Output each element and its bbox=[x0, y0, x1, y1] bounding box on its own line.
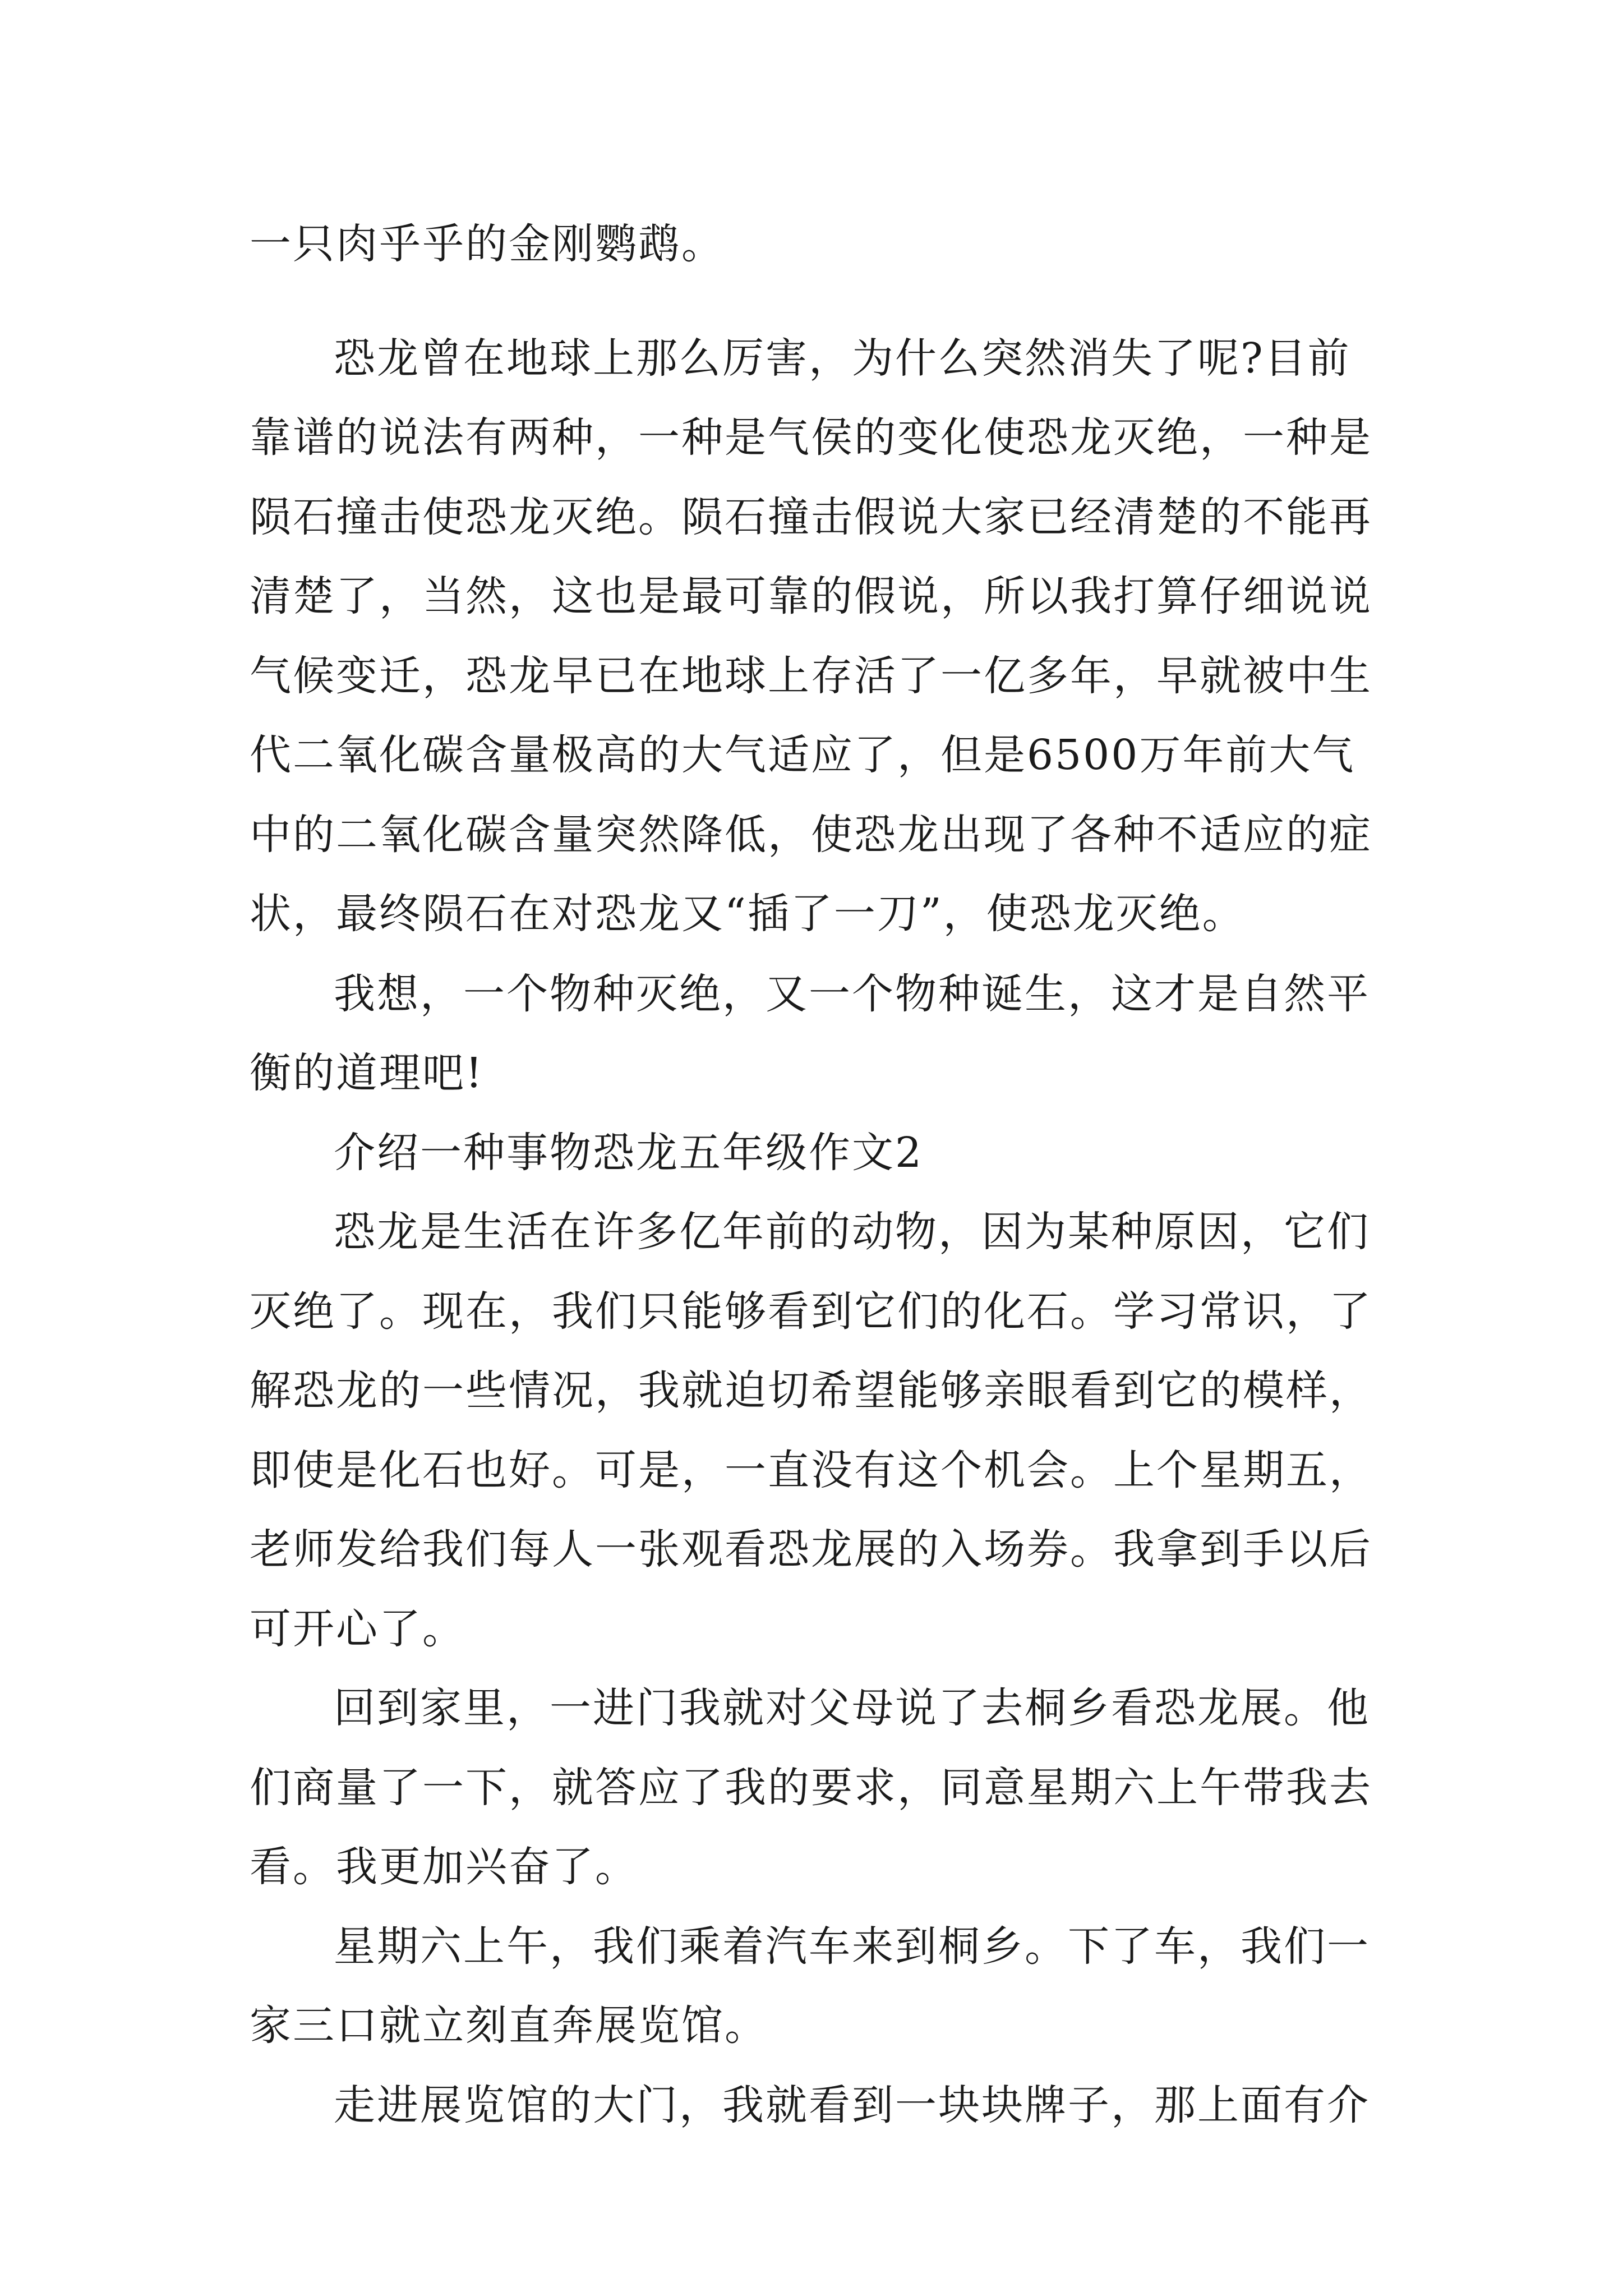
text-line: 靠谱的说法有两种，一种是气侯的变化使恐龙灭绝，一种是 bbox=[250, 413, 1372, 462]
text-line: 们商量了一下，就答应了我的要求，同意星期六上午带我去 bbox=[250, 1764, 1372, 1812]
paragraph-first-line: 我想，一个物种灭绝，又一个物种诞生，这才是自然平 bbox=[334, 970, 1370, 1018]
section-heading: 介绍一种事物恐龙五年级作文2 bbox=[334, 1129, 924, 1177]
text-line: 可开心了。 bbox=[250, 1605, 465, 1653]
paragraph-first-line: 恐龙曾在地球上那么厉害，为什么突然消失了呢?目前 bbox=[334, 334, 1351, 383]
text-line: 气候变迁，恐龙早已在地球上存活了一亿多年，早就被中生 bbox=[250, 652, 1372, 700]
text-line: 清楚了，当然，这也是最可靠的假说，所以我打算仔细说说 bbox=[250, 572, 1372, 620]
text-line: 即使是化石也好。可是，一直没有这个机会。上个星期五， bbox=[250, 1446, 1372, 1494]
text-line: 看。我更加兴奋了。 bbox=[250, 1843, 638, 1891]
text-line: 状，最终陨石在对恐龙又“插了一刀”，使恐龙灭绝。 bbox=[250, 890, 1246, 938]
paragraph-first-line: 星期六上午，我们乘着汽车来到桐乡。下了车，我们一 bbox=[334, 1922, 1370, 1971]
text-line: 解恐龙的一些情况，我就迫切希望能够亲眼看到它的模样， bbox=[250, 1366, 1372, 1415]
paragraph-first-line: 走进展览馆的大门，我就看到一块块牌子，那上面有介 bbox=[334, 2081, 1370, 2129]
text-line: 衡的道理吧! bbox=[250, 1049, 484, 1097]
text-line: 一只肉乎乎的金刚鹦鹉。 bbox=[250, 220, 725, 268]
text-line: 陨石撞击使恐龙灭绝。陨石撞击假说大家已经清楚的不能再 bbox=[250, 493, 1372, 541]
paragraph-first-line: 回到家里，一进门我就对父母说了去桐乡看恐龙展。他 bbox=[334, 1684, 1370, 1732]
paragraph-first-line: 恐龙是生活在许多亿年前的动物，因为某种原因，它们 bbox=[334, 1208, 1370, 1256]
text-line: 代二氧化碳含量极高的大气适应了，但是6500万年前大气 bbox=[250, 731, 1355, 779]
text-line: 灭绝了。现在，我们只能够看到它们的化石。学习常识，了 bbox=[250, 1287, 1372, 1336]
text-line: 家三口就立刻直奔展览馆。 bbox=[250, 2001, 768, 2050]
text-line: 老师发给我们每人一张观看恐龙展的入场券。我拿到手以后 bbox=[250, 1525, 1372, 1573]
text-line: 中的二氧化碳含量突然降低，使恐龙出现了各种不适应的症 bbox=[250, 811, 1372, 859]
